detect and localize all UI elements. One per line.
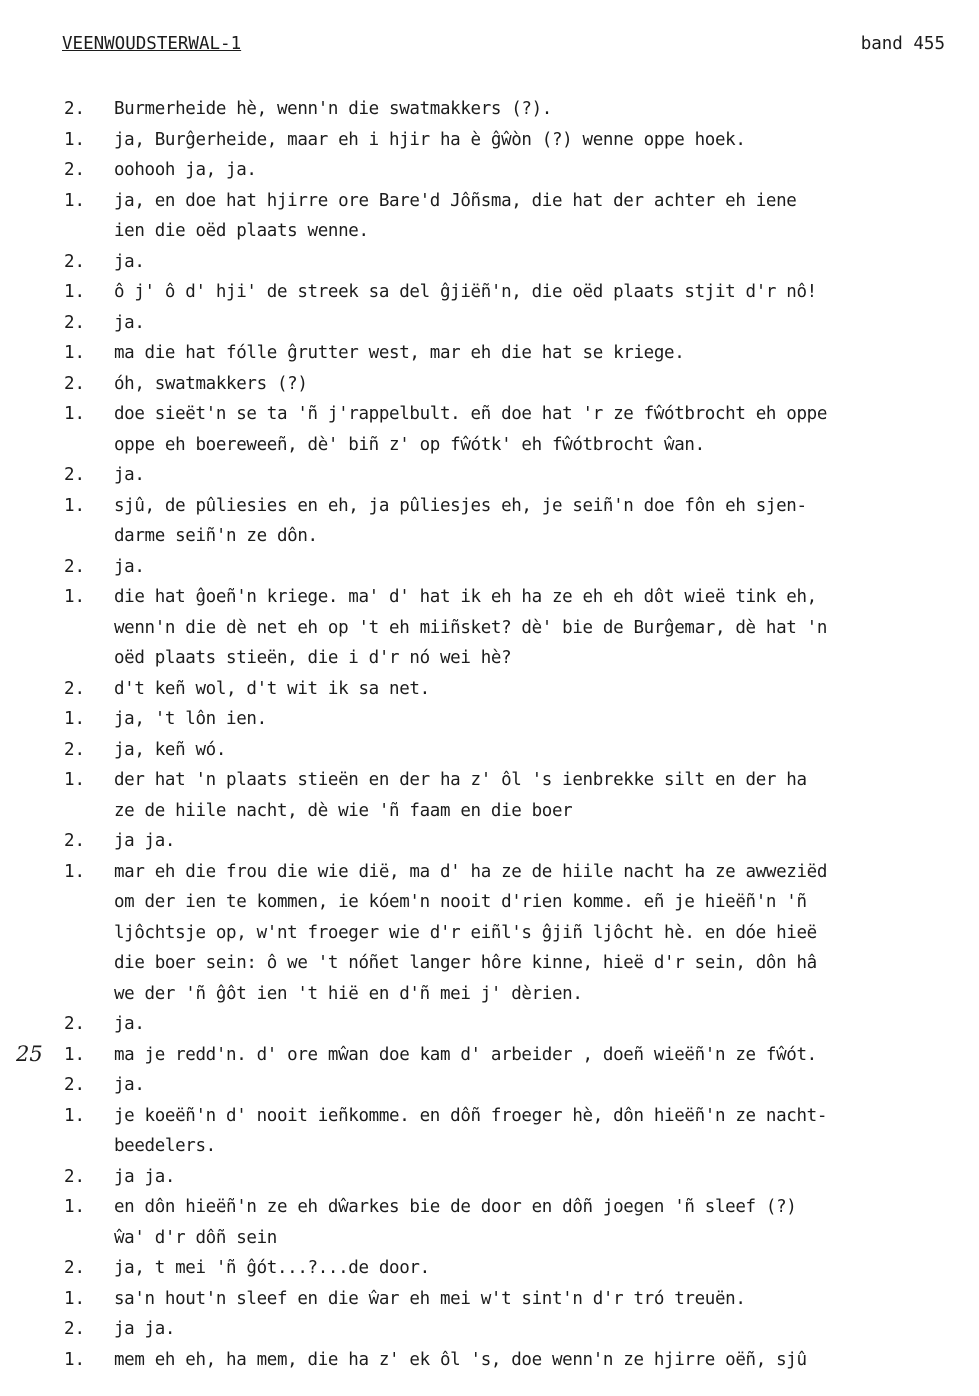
line-text: ja, Burĝerheide, maar eh i hjir ha è ĝŵòn (?) wenne oppe hoek. — [114, 129, 746, 150]
transcript-line — [64, 857, 976, 888]
transcript-line — [64, 155, 976, 186]
line-text: ja. — [114, 1014, 145, 1034]
transcript-line — [64, 918, 976, 949]
transcript-line — [64, 1223, 976, 1254]
transcript-line — [64, 1131, 976, 1162]
line-text: we der 'ñ ĝôt ien 't hië en d'ñ mei j' dèrien. — [114, 983, 583, 1004]
line-text: mar eh die frou die wie dië, ma d' ha ze de hiile nacht ha ze awweziëd — [114, 861, 828, 882]
transcript-line — [64, 796, 976, 827]
transcript-line — [64, 735, 976, 766]
transcript-line — [64, 521, 976, 552]
speaker-number: 1. — [64, 1288, 86, 1309]
line-text: ljôchtsje op, w'nt froeger wie d'r eiñl's ĝjiñ ljôcht hè. en dóe hieë — [114, 922, 817, 943]
line-text: oohooh ja, ja. — [114, 160, 257, 180]
band-number: band 455 — [860, 34, 945, 54]
transcript-line — [64, 613, 976, 644]
line-text: ja. — [114, 556, 145, 577]
speaker-number: 1. — [64, 129, 86, 150]
speaker-number: 2. — [64, 1319, 86, 1339]
speaker-number: 1. — [64, 1197, 86, 1217]
speaker-number: 2. — [64, 1166, 86, 1187]
line-text: ja, en doe hat hjirre ore Bare'd Jôñsma, die hat der achter eh iene — [114, 190, 797, 211]
transcript-line — [64, 369, 976, 400]
transcript-line — [64, 1345, 976, 1376]
transcript-line — [64, 765, 976, 796]
transcript-line — [64, 1253, 976, 1284]
speaker-number: 1. — [64, 587, 86, 607]
line-text: ja. — [114, 312, 145, 333]
transcript-line — [64, 643, 976, 674]
speaker-number: 2. — [64, 678, 86, 699]
transcript-line — [64, 460, 976, 491]
line-text: ja, keñ wó. — [114, 739, 227, 760]
transcript-line — [64, 1040, 976, 1071]
transcript-line — [64, 1101, 976, 1132]
speaker-number: 2. — [64, 1075, 86, 1095]
line-text: ma die hat fólle ĝrutter west, mar eh die hat se kriege. — [114, 343, 685, 363]
transcript-line — [64, 1192, 976, 1223]
transcript-line — [64, 1009, 976, 1040]
line-text: om der ien te kommen, ie kóem'n nooit d'rien komme. eñ je hieëñ'n 'ñ — [114, 892, 807, 912]
transcript-line — [64, 186, 976, 217]
speaker-number: 2. — [64, 373, 86, 394]
line-text: Burmerheide hè, wenn'n die swatmakkers (?). — [114, 99, 552, 119]
line-text: oëd plaats stieën, die i d'r nó wei hè? — [114, 648, 512, 668]
line-text: ja, 't lôn ien. — [114, 709, 267, 729]
line-text: ja, t mei 'ñ ĝót...?...de door. — [114, 1258, 430, 1278]
line-text: mem eh eh, ha mem, die ha z' ek ôl 's, doe wenn'n ze hjirre oëñ, sjû — [114, 1349, 807, 1370]
line-text: óh, swatmakkers (?) — [114, 373, 308, 394]
transcript-lines — [64, 94, 976, 1375]
line-text: die hat ĝoeñ'n kriege. ma' d' hat ik eh ha ze eh eh dôt wieë tink eh, — [114, 587, 817, 607]
speaker-number: 1. — [64, 495, 86, 516]
line-text: ma je redd'n. d' ore mŵan doe kam d' arbeider , doeñ wieëñ'n ze fŵót. — [114, 1044, 817, 1065]
line-text: ja. — [114, 1075, 145, 1095]
transcript-line — [64, 399, 976, 430]
line-text: die boer sein: ô we 't nóñet langer hôre kinne, hieë d'r sein, dôn hâ — [114, 953, 817, 973]
transcript-line — [64, 1070, 976, 1101]
speaker-number: 2. — [64, 312, 86, 333]
transcript-line — [64, 338, 976, 369]
line-text: der hat 'n plaats stieën en der ha z' ôl 's ienbrekke silt en der ha — [114, 770, 807, 790]
document-title: VEENWOUDSTERWAL-1 — [62, 34, 242, 54]
speaker-number: 1. — [64, 282, 86, 302]
transcript-line — [64, 125, 976, 156]
page-header — [62, 34, 945, 58]
speaker-number: 1. — [64, 770, 86, 790]
transcript-line — [64, 491, 976, 522]
speaker-number: 2. — [64, 160, 86, 180]
speaker-number: 2. — [64, 831, 86, 851]
speaker-number: 2. — [64, 556, 86, 577]
transcript-line — [64, 674, 976, 705]
speaker-number: 1. — [64, 1044, 86, 1065]
transcript-line — [64, 1162, 976, 1193]
transcript-line — [64, 216, 976, 247]
transcript-line — [64, 247, 976, 278]
speaker-number: 1. — [64, 404, 86, 424]
transcript-line — [64, 948, 976, 979]
line-text: ŵa' d'r dôñ sein — [114, 1227, 277, 1248]
transcript-line — [64, 1284, 976, 1315]
transcript-line — [64, 826, 976, 857]
speaker-number: 2. — [64, 99, 86, 119]
line-text: ze de hiile nacht, dè wie 'ñ faam en die boer — [114, 800, 573, 821]
transcript-line — [64, 704, 976, 735]
line-text: sa'n hout'n sleef en die ŵar eh mei w't sint'n d'r tró treuën. — [114, 1288, 746, 1309]
line-text: ja. — [114, 251, 145, 272]
line-text: je koeëñ'n d' nooit ieñkomme. en dôñ froeger hè, dôn hieëñ'n ze nacht- — [114, 1105, 828, 1126]
line-text: ja ja. — [114, 1319, 176, 1339]
speaker-number: 2. — [64, 251, 86, 272]
speaker-number: 2. — [64, 465, 86, 485]
line-text: sjû, de pûliesies en eh, ja pûliesjes eh, je seiñ'n doe fôn eh sjen- — [114, 495, 807, 516]
speaker-number: 1. — [64, 190, 86, 211]
speaker-number: 1. — [64, 709, 86, 729]
transcript-line — [64, 552, 976, 583]
transcript-line — [64, 308, 976, 339]
line-text: d't keñ wol, d't wit ik sa net. — [114, 678, 430, 699]
speaker-number: 1. — [64, 343, 86, 363]
transcript-line — [64, 94, 976, 125]
line-text: ja ja. — [114, 831, 176, 851]
line-text: oppe eh boereweeñ, dè' biñ z' op fŵótk' eh fŵótbrocht ŵan. — [114, 434, 705, 455]
speaker-number: 2. — [64, 1258, 86, 1278]
line-text: darme seiñ'n ze dôn. — [114, 526, 318, 546]
speaker-number: 2. — [64, 739, 86, 760]
line-text: ô j' ô d' hji' de streek sa del ĝjiëñ'n, die oëd plaats stjit d'r nô! — [114, 282, 817, 302]
speaker-number: 1. — [64, 1105, 86, 1126]
transcript-line — [64, 979, 976, 1010]
line-text: wenn'n die dè net eh op 't eh miiñsket? dè' bie de Burĝemar, dè hat 'n — [114, 617, 828, 638]
line-text: ja ja. — [114, 1166, 176, 1187]
line-text: ja. — [114, 465, 145, 485]
transcript-line — [64, 277, 976, 308]
line-text: ien die oëd plaats wenne. — [114, 221, 369, 241]
transcript-line — [64, 1314, 976, 1345]
line-text: doe sieët'n se ta 'ñ j'rappelbult. eñ doe hat 'r ze fŵótbrocht eh oppe — [114, 404, 828, 424]
transcript-line — [64, 430, 976, 461]
transcript-line — [64, 887, 976, 918]
line-text: beedelers. — [114, 1136, 216, 1156]
line-text: en dôn hieëñ'n ze eh dŵarkes bie de door en dôñ joegen 'ñ sleef (?) — [114, 1197, 797, 1217]
transcript-line — [64, 582, 976, 613]
handwritten-margin-note: 25 — [16, 1042, 43, 1066]
speaker-number: 2. — [64, 1014, 86, 1034]
speaker-number: 1. — [64, 1349, 86, 1370]
speaker-number: 1. — [64, 861, 86, 882]
